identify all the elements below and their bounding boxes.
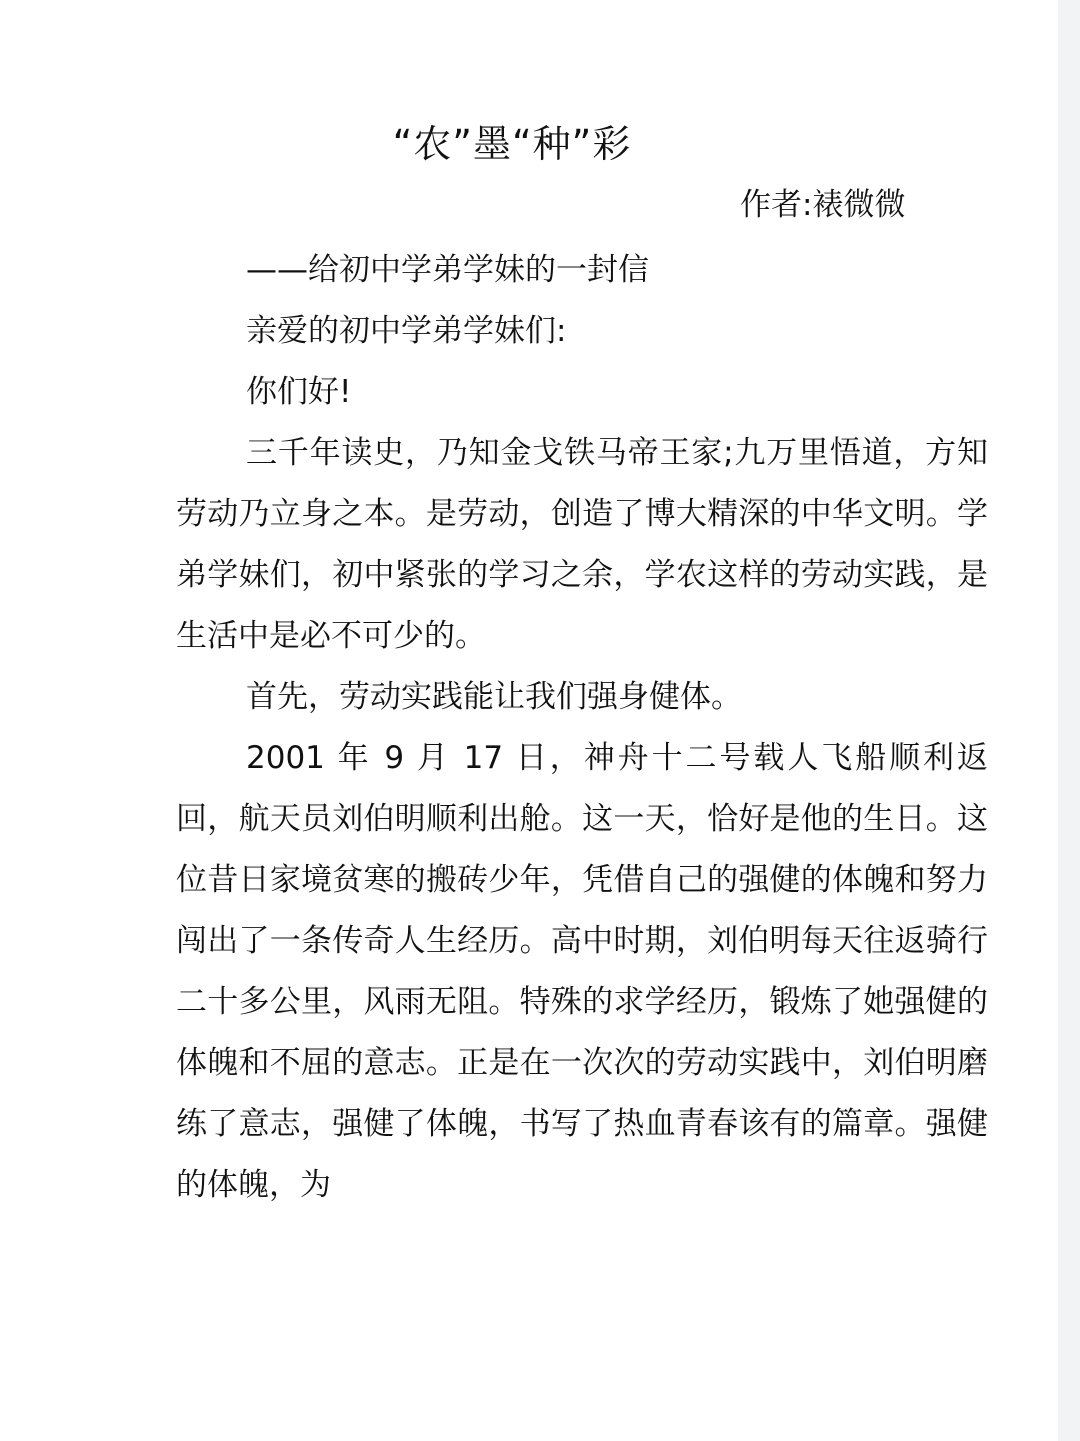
body-paragraph: 三千年读史，乃知金戈铁马帝王家;九万里悟道，方知劳动乃立身之本。是劳动，创造了博大精深的中华文明。学弟学妹们，初中紧张的学习之余，学农这样的劳动实践，是生活中是必不可少的。 <box>176 435 988 654</box>
letter-body <box>176 240 988 1216</box>
subtitle-paragraph: ——给初中学弟学妹的一封信 <box>246 252 649 288</box>
author-line: 作者:裱微微 <box>740 187 906 223</box>
body-paragraph: 首先，劳动实践能让我们强身健体。 <box>246 679 742 715</box>
salutation-paragraph: 亲爱的初中学弟学妹们: <box>246 313 567 349</box>
greeting-paragraph: 你们好! <box>246 374 352 410</box>
document-title: “农”墨“种”彩 <box>392 122 632 166</box>
body-paragraph: 2001 年 9 月 17 日，神舟十二号载人飞船顺利返回，航天员刘伯明顺利出舱。这一天，恰好是他的生日。这位昔日家境贫寒的搬砖少年，凭借自己的强健的体魄和努力闯出了一条传奇人生经历。高中时期，刘伯明每天往返骑行二十多公里，风雨无阻。特殊的求学经历，锻炼了她强健的体魄和不屈的意志。正是在一次次的劳动实践中，刘伯明磨练了意志，强健了体魄，书写了热血青春该有的篇章。强健的体魄，为 <box>176 740 988 1203</box>
